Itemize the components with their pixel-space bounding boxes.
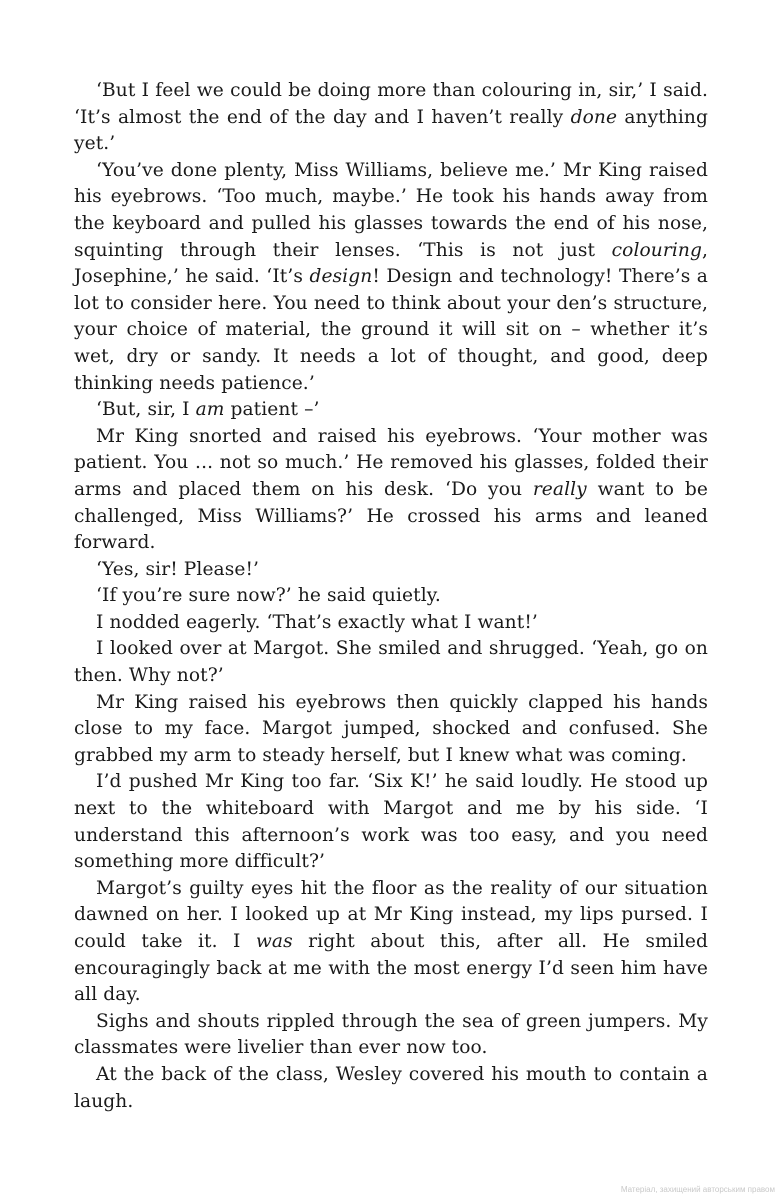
text-run: Margot’s guilty eyes hit the floor as the reality of our situation dawned on her. I looked up at Mr King instead, my lips pursed. I could take it. I xyxy=(74,877,708,952)
text-run: Sighs and shouts rippled through the sea of green jumpers. My classmates were livelier than ever now too. xyxy=(74,1010,708,1059)
page-body xyxy=(74,78,708,1115)
paragraph xyxy=(74,397,708,424)
text-run: ‘Yes, sir! Please!’ xyxy=(96,558,260,580)
text-run: ‘But, sir, I xyxy=(96,399,196,421)
paragraph xyxy=(74,769,708,875)
copyright-watermark: Матеріал, захищений авторським правом xyxy=(620,1185,775,1194)
text-run: ‘But I feel we could be doing more than colouring in, sir,’ I said. ‘It’s almost the end of the day and I haven’t really xyxy=(74,80,708,128)
text-run: , Josephine,’ he said. ‘It’s xyxy=(74,239,708,288)
paragraph xyxy=(74,1062,708,1115)
paragraph xyxy=(74,78,708,158)
text-run: ! Design and technology! There’s a lot to consider here. You need to think about your den’s structure, your choice of material, the ground it will sit on – whether it’s wet, dry or sandy. It needs a lot of thought, and good, deep thinking needs patience.’ xyxy=(74,266,708,394)
emphasis-text: colouring xyxy=(611,239,702,261)
text-run: anything yet.’ xyxy=(74,106,709,155)
text-run: want to be challenged, Miss Williams?’ He crossed his arms and leaned forward. xyxy=(74,478,708,554)
paragraph xyxy=(74,690,708,770)
text-run: Mr King raised his eyebrows then quickly clapped his hands close to my face. Margot jumped, shocked and confused. She grabbed my arm to steady herself, but I knew what was coming. xyxy=(74,691,708,766)
text-run: Mr King snorted and raised his eyebrows. ‘Your mother was patient. You ... not so much.’ He removed his glasses, folded their arms and placed them on his desk. ‘Do you xyxy=(74,425,708,500)
paragraph xyxy=(74,1009,708,1062)
text-run: ‘If you’re sure now?’ he said quietly. xyxy=(96,585,441,607)
text-run: I nodded eagerly. ‘That’s exactly what I want!’ xyxy=(96,611,538,633)
text-run: right about this, after all. He smiled encouragingly back at me with the most energy I’d seen him have all day. xyxy=(74,931,708,1006)
text-run: At the back of the class, Wesley covered his mouth to contain a laugh. xyxy=(74,1063,708,1112)
paragraph xyxy=(74,557,708,584)
paragraph xyxy=(74,636,708,689)
emphasis-text: done xyxy=(570,106,618,128)
text-run: I’d pushed Mr King too far. ‘Six K!’ he said loudly. He stood up next to the whiteboard with Margot and me by his side. ‘I understand this afternoon’s work was too easy, and you need something more difficult?’ xyxy=(74,771,708,873)
text-run: patient –’ xyxy=(224,399,320,421)
text-run: ‘You’ve done plenty, Miss Williams, believe me.’ Mr King raised his eyebrows. ‘Too much, maybe.’ He took his hands away from the keyboard and pulled his glasses towards the end of his nose, squinting through their lenses. ‘This is not just xyxy=(74,159,708,261)
emphasis-text: was xyxy=(255,931,293,952)
text-run: I looked over at Margot. She smiled and shrugged. ‘Yeah, go on then. Why not?’ xyxy=(74,638,708,687)
emphasis-text: am xyxy=(195,399,225,421)
paragraph xyxy=(74,876,708,1009)
paragraph xyxy=(74,610,708,637)
emphasis-text: really xyxy=(532,478,587,500)
emphasis-text: design xyxy=(309,266,373,288)
paragraph xyxy=(74,424,708,557)
paragraph xyxy=(74,583,708,610)
paragraph xyxy=(74,158,708,397)
